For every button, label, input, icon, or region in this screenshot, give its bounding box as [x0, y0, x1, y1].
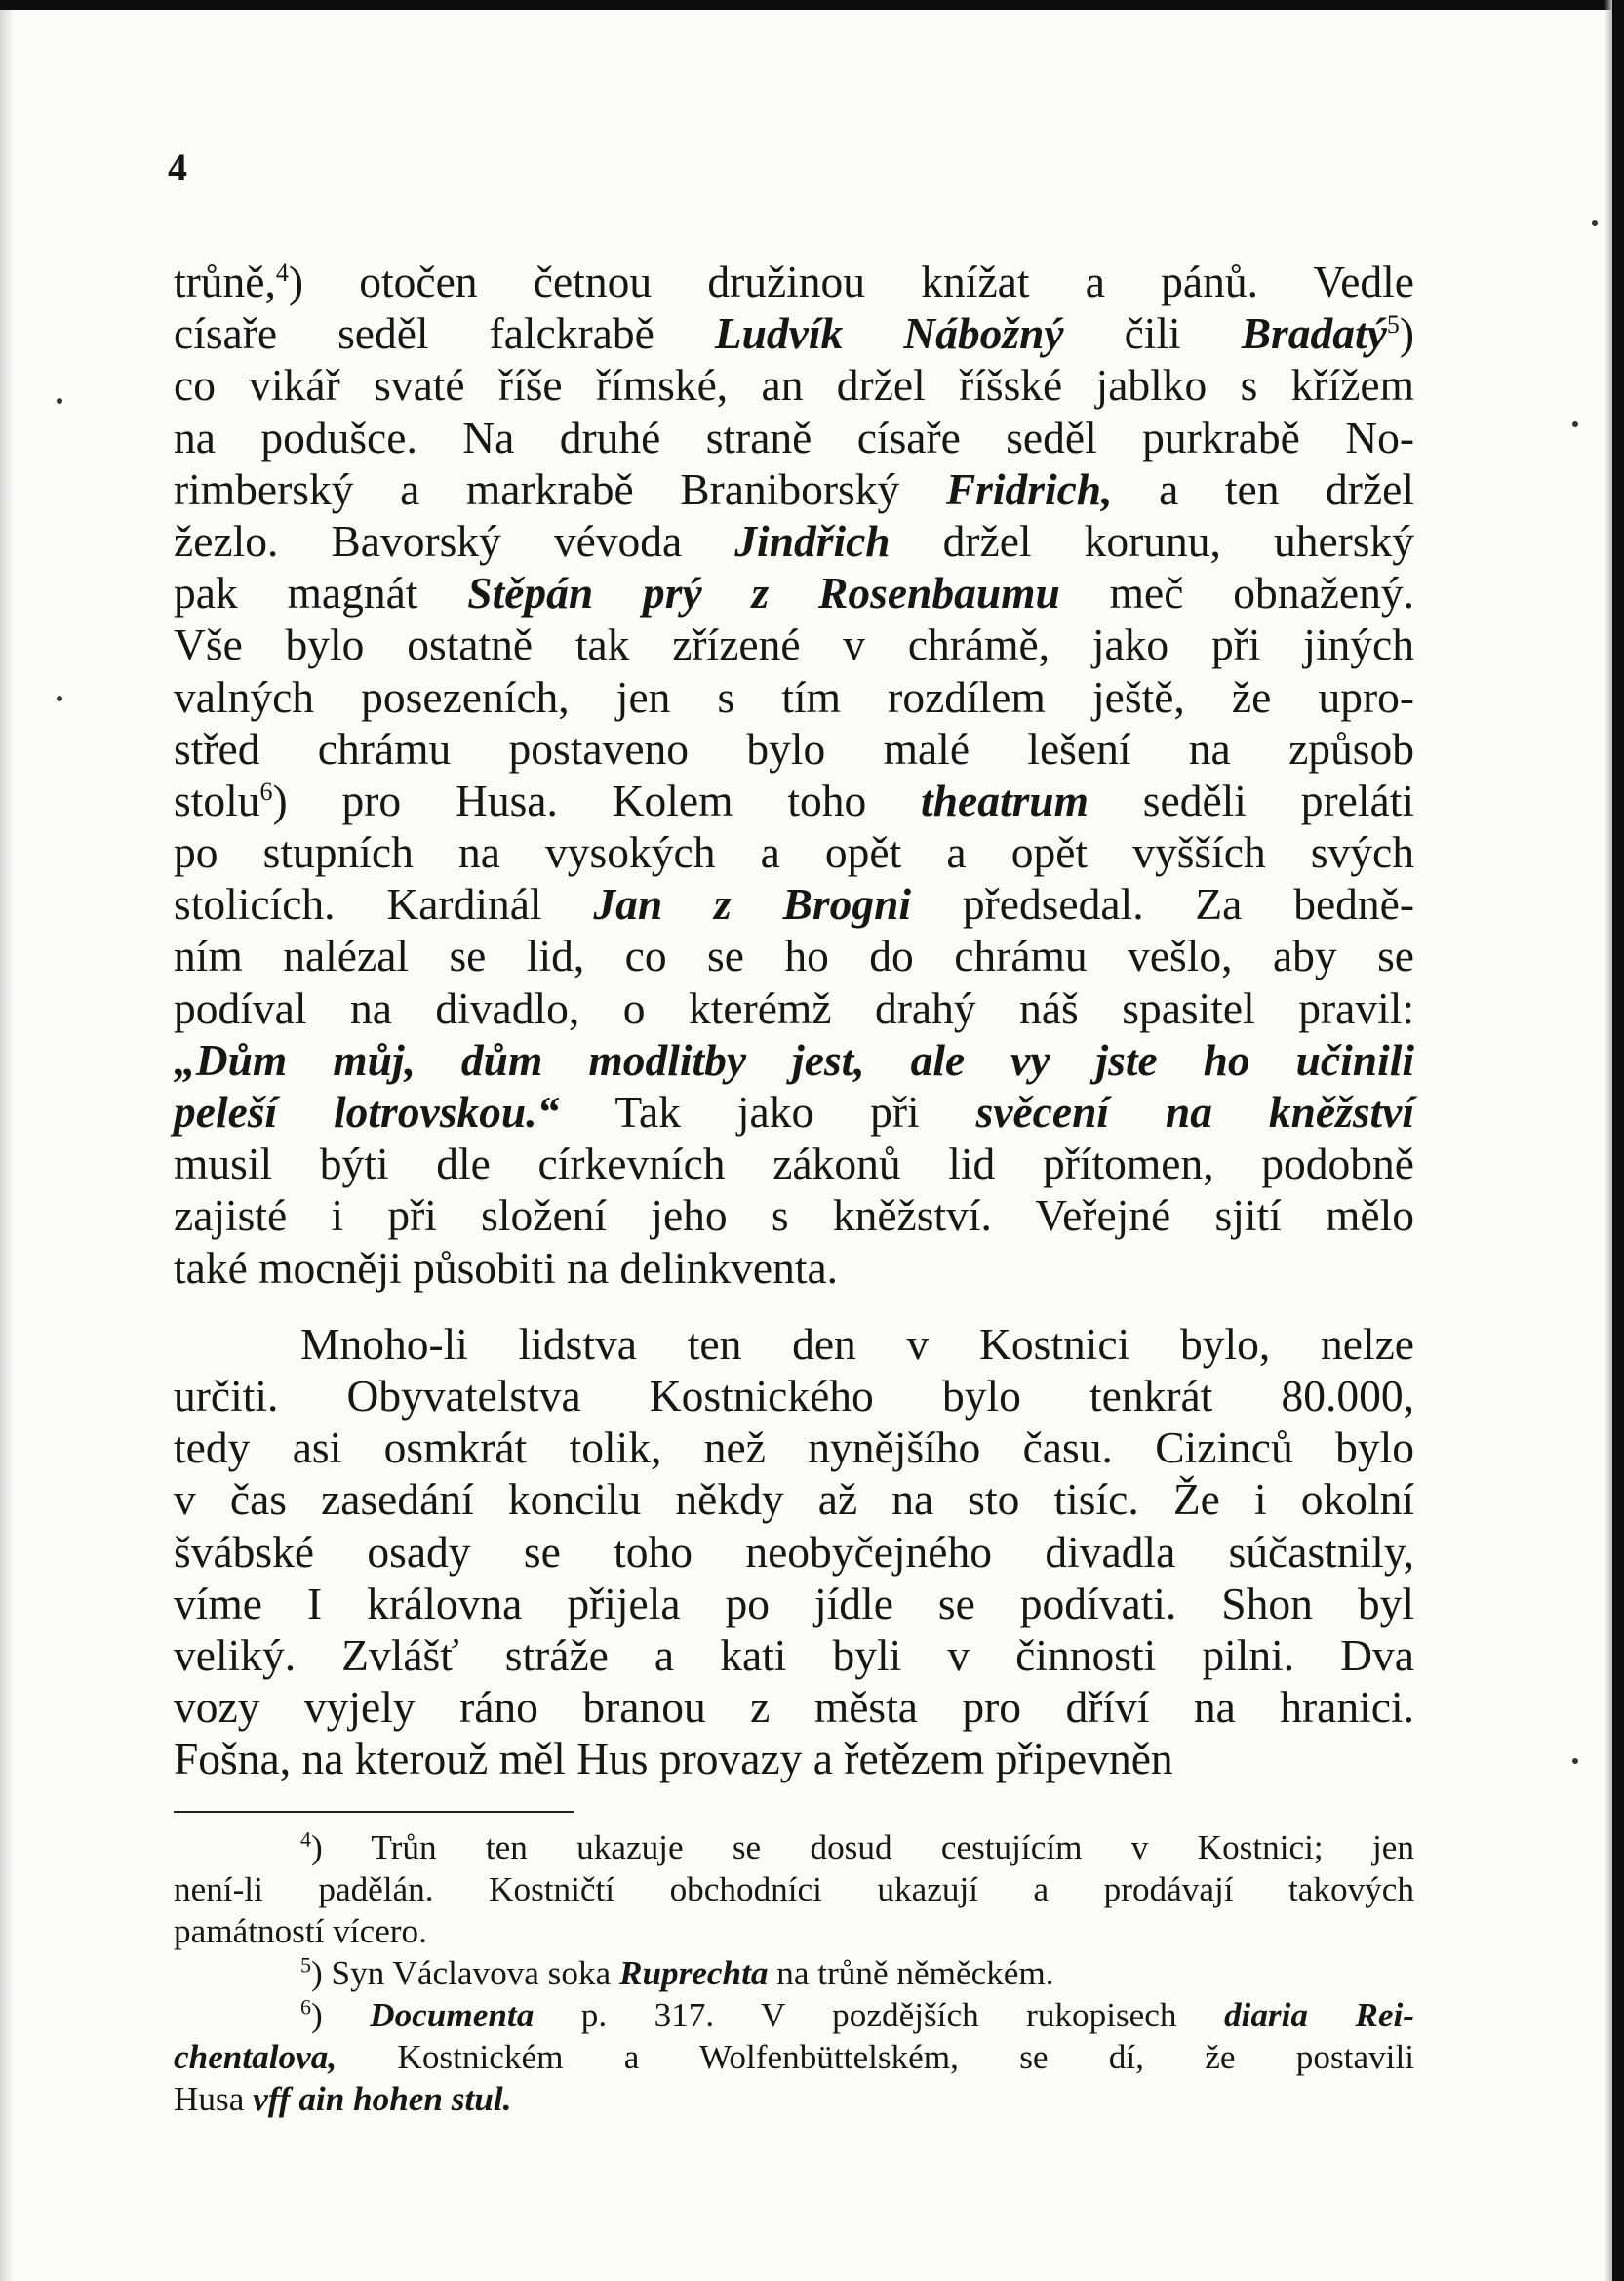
text-run: švábské osady se toho neobyčejného divadla súčastnily, — [174, 1526, 1414, 1577]
text-run: Tak jako při — [559, 1087, 976, 1137]
text-line — [174, 1189, 1414, 1241]
text-line — [174, 1318, 1414, 1370]
text-run: předsedal. Za bedně- — [911, 879, 1414, 930]
footnote-separator — [174, 1811, 574, 1813]
footnote-5 — [174, 1952, 1414, 1994]
text-run: meč obnažený. — [1059, 568, 1414, 619]
text-run: tedy asi osmkrát tolik, než nynějšího času. Cizinců bylo — [174, 1422, 1414, 1473]
text-run: ) otočen četnou družinou knížat a pánů. Vedle — [288, 257, 1414, 306]
text-run: rimberský a markrabě Braniborský — [174, 463, 946, 514]
text-line — [174, 1370, 1414, 1421]
text-run: Fošna, na kterouž měl Hus provazy a řetězem připevněn — [174, 1734, 1173, 1784]
text-run: také mocněji působiti na delinkventa. — [174, 1242, 839, 1293]
text-run: vozy vyjely ráno branou z města pro dříví na hranici. — [174, 1682, 1414, 1733]
footnote-line — [174, 1994, 1414, 2036]
text-run: není-li padělán. Kostničtí obchodníci ukazují a prodávají takových — [174, 1870, 1414, 1908]
text-run: stolu — [174, 775, 260, 825]
footnote-ref: 4 — [300, 1826, 311, 1852]
scan-right-border — [1612, 0, 1624, 2281]
paragraph — [174, 256, 1414, 1294]
footnote-line — [174, 1952, 1414, 1994]
text-run: veliký. Zvlášť stráže a kati byli v činnosti pilni. Dva — [174, 1629, 1414, 1680]
text-run: trůně, — [174, 257, 276, 306]
text-line — [174, 930, 1414, 981]
footnote-4 — [174, 1826, 1414, 1952]
text-run: střed chrámu postaveno bylo malé lešení na způsob — [174, 723, 1414, 774]
footnote-ref: 5 — [1386, 310, 1400, 340]
paragraph-gap — [174, 1294, 1414, 1318]
text-line — [174, 878, 1414, 930]
emphasis: vff ain hohen stul. — [253, 2080, 512, 2118]
text-run: Kostnickém a Wolfenbüttelském, se dí, že postavili — [337, 2038, 1414, 2076]
text-line — [174, 1086, 1414, 1138]
text-line — [174, 256, 1414, 307]
text-run: co vikář svaté říše římské, an držel říšské jablko s křížem — [174, 360, 1414, 411]
text-run: ) — [1399, 308, 1414, 359]
emphasis: chentalova, — [174, 2038, 337, 2076]
text-line — [174, 412, 1414, 463]
page-number: 4 — [168, 145, 187, 189]
text-run: po stupních na vysokých a opět a opět vyšších svých — [174, 827, 1414, 878]
scan-speck — [1592, 220, 1598, 226]
text-line — [174, 982, 1414, 1034]
text-run: Husa — [174, 2080, 254, 2118]
text-line — [174, 463, 1414, 515]
text-run: ) Syn Václavova soka — [311, 1954, 619, 1992]
emphasis: „Dům můj, dům modlitby jest, ale vy jste ho učinili — [174, 1034, 1414, 1085]
emphasis: Documenta — [370, 1996, 535, 2034]
footnote-line — [174, 1826, 1414, 1868]
footnotes — [174, 1826, 1414, 2120]
text-run: stolicích. Kardinál — [174, 879, 594, 930]
text-line — [174, 775, 1414, 826]
text-run: ) pro Husa. Kolem toho — [272, 775, 922, 825]
emphasis: Jindřich — [734, 515, 891, 566]
text-line — [174, 1138, 1414, 1189]
text-run: císaře seděl falckrabě — [174, 308, 715, 359]
emphasis: Bradatý — [1241, 308, 1387, 359]
footnote-line — [174, 2036, 1414, 2078]
text-line — [174, 826, 1414, 878]
text-line — [174, 1034, 1414, 1086]
emphasis: Stěpán prý z Rosenbaumu — [467, 568, 1060, 619]
emphasis: Fridrich, — [945, 463, 1113, 514]
text-line — [174, 619, 1414, 670]
text-run: p. 317. V pozdějších rukopisech — [534, 1996, 1224, 2034]
text-run: na podušce. Na druhé straně císaře seděl purkrabě No- — [174, 412, 1414, 462]
text-run: na trůně něměckém. — [768, 1954, 1054, 1992]
text-line — [174, 567, 1414, 619]
text-run: valných posezeních, jen s tím rozdílem ještě, že upro- — [174, 671, 1414, 722]
scan-speck — [1572, 1758, 1578, 1764]
text-line — [174, 1733, 1414, 1784]
scan-speck — [1572, 421, 1578, 427]
text-run: ) Trůn ten ukazuje se dosud cestujícím v Kostnici; jen — [311, 1828, 1414, 1866]
text-run: musil býti dle církevních zákonů lid přítomen, podobně — [174, 1139, 1414, 1189]
footnote-ref: 6 — [259, 777, 273, 806]
emphasis: Ludvík Nábožný — [714, 308, 1064, 359]
text-run: držel korunu, uherský — [890, 515, 1414, 566]
text-run: víme I královna přijela po jídle se podívati. Shon byl — [174, 1578, 1414, 1628]
emphasis: svěcení na kněžství — [975, 1087, 1415, 1137]
text-run: čili — [1063, 308, 1242, 359]
text-run: Vše bylo ostatně tak zřízené v chrámě, jako při jiných — [174, 620, 1414, 670]
text-line — [174, 1421, 1414, 1473]
text-run: pak magnát — [174, 568, 468, 619]
text-run: památností vícero. — [174, 1912, 427, 1950]
scan-top-border — [0, 0, 1624, 10]
text-line — [174, 1578, 1414, 1629]
text-run: ) — [311, 1996, 371, 2034]
scan-speck — [57, 398, 62, 404]
footnote-line — [174, 1868, 1414, 1910]
text-run: žezlo. Bavorský vévoda — [174, 515, 735, 566]
text-line — [174, 1681, 1414, 1733]
text-line — [174, 1629, 1414, 1681]
text-line — [174, 1526, 1414, 1578]
text-line — [174, 515, 1414, 567]
text-run: ním nalézal se lid, co se ho do chrámu vešlo, aby se — [174, 931, 1414, 981]
paragraph — [174, 1318, 1414, 1785]
emphasis: peleší lotrovskou.“ — [174, 1087, 560, 1137]
text-run: v čas zasedání koncilu někdy až na sto tisíc. Že i okolní — [174, 1474, 1414, 1525]
emphasis: Jan z Brogni — [593, 879, 912, 930]
footnote-ref: 6 — [300, 1994, 311, 2020]
text-run: a ten držel — [1112, 463, 1414, 514]
text-line — [174, 1242, 1414, 1294]
text-run: zajisté i při složení jeho s kněžství. Veřejné sjití mělo — [174, 1190, 1414, 1241]
body-text — [174, 256, 1414, 1784]
footnote-line — [174, 2078, 1414, 2120]
text-line — [174, 723, 1414, 775]
text-line — [174, 671, 1414, 723]
emphasis: Ruprechta — [618, 1954, 769, 1992]
scan-speck — [57, 696, 62, 701]
scan-right-shadow — [1604, 0, 1612, 2281]
footnote-line — [174, 1910, 1414, 1952]
footnote-ref: 5 — [300, 1952, 311, 1978]
text-line — [174, 307, 1414, 359]
text-run: podíval na divadlo, o kterémž drahý náš spasitel pravil: — [174, 982, 1414, 1033]
footnote-6 — [174, 1994, 1414, 2120]
text-run: určiti. Obyvatelstva Kostnického bylo tenkrát 80.000, — [174, 1370, 1414, 1421]
emphasis: theatrum — [921, 775, 1089, 825]
text-line — [174, 359, 1414, 411]
text-line — [174, 1473, 1414, 1525]
text-run: Mnoho-li lidstva ten den v Kostnici bylo, nelze — [300, 1318, 1414, 1369]
footnote-ref: 4 — [275, 258, 289, 287]
text-run: seděli preláti — [1088, 775, 1414, 825]
scan-left-shadow — [0, 0, 14, 2281]
emphasis: diaria Rei- — [1223, 1996, 1415, 2034]
